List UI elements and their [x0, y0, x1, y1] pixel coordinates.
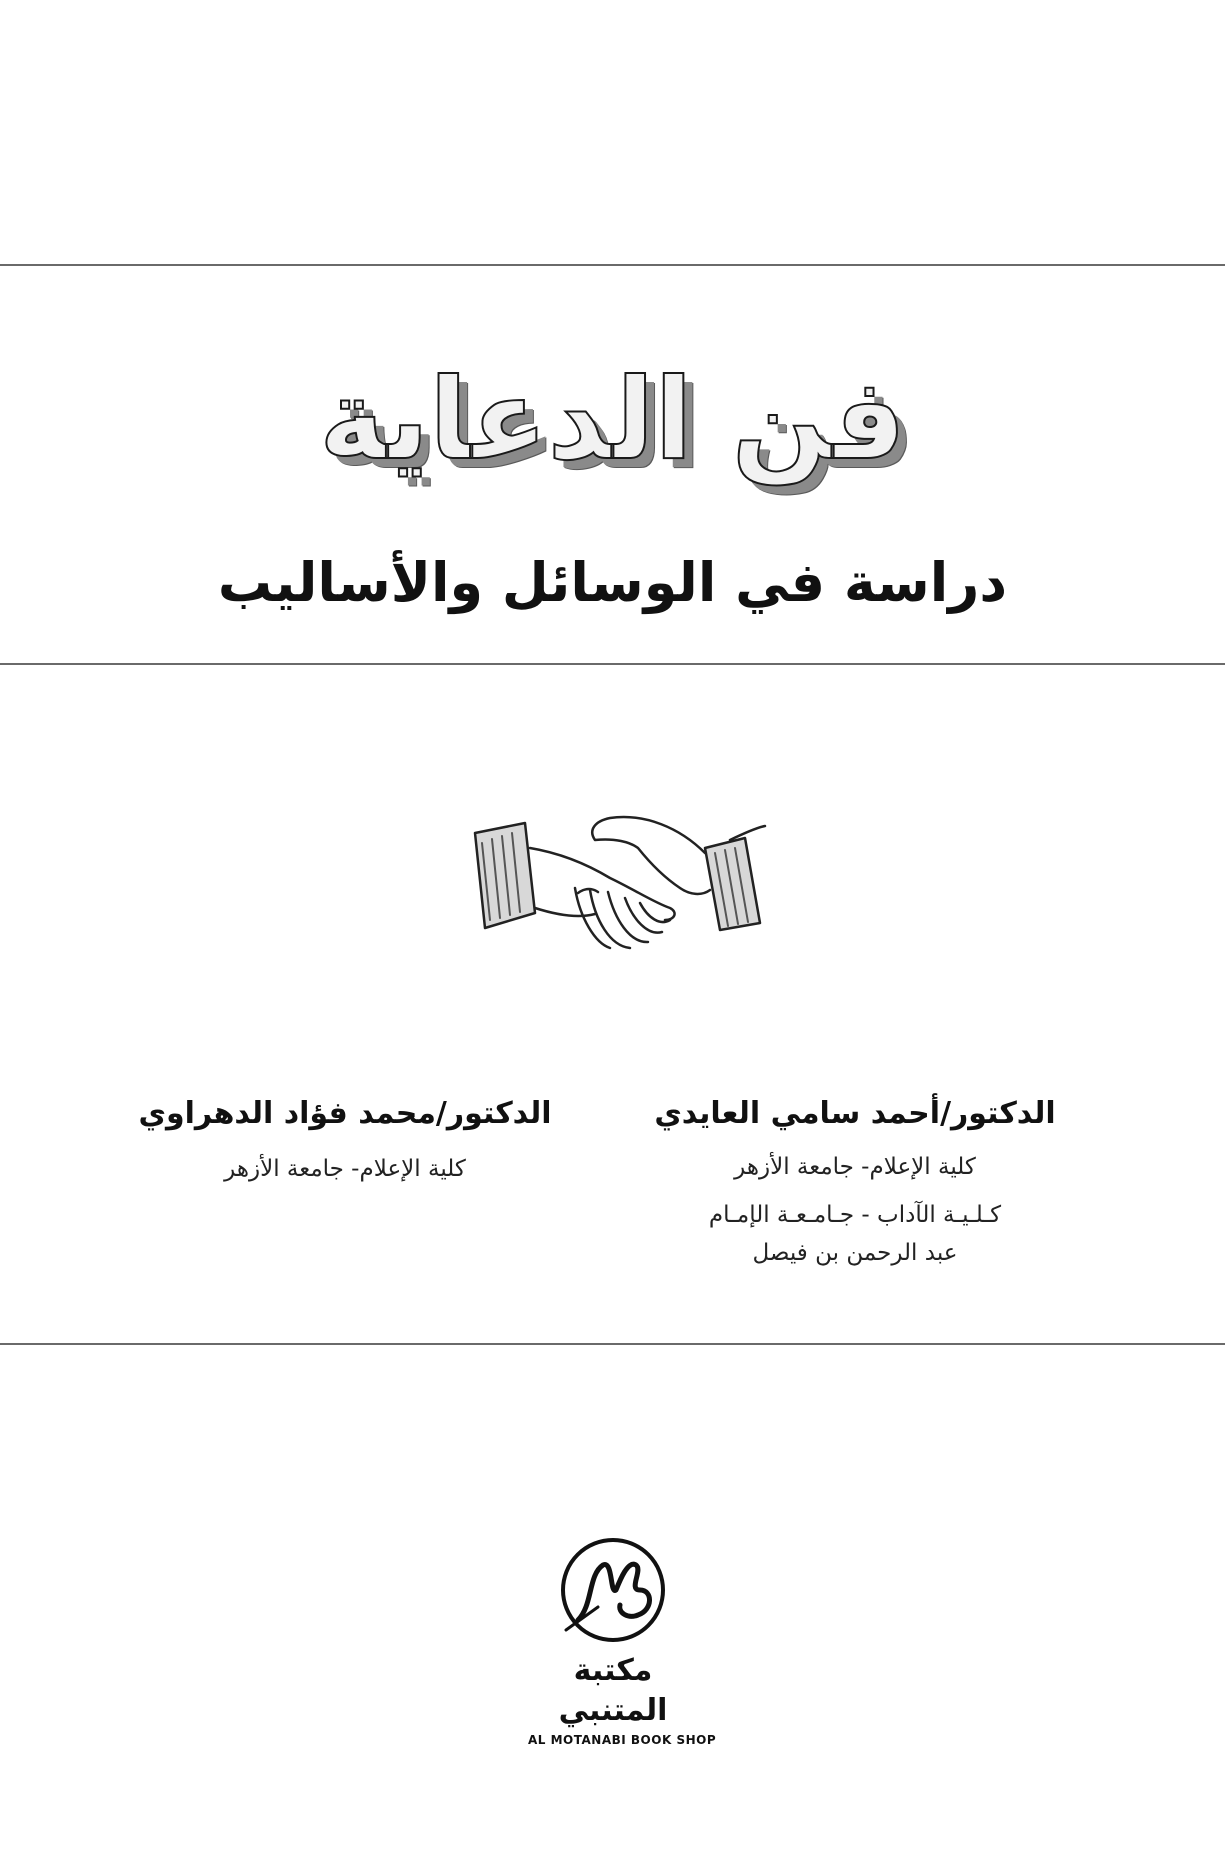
top-divider	[0, 264, 1225, 266]
publisher-name-arabic: مكتبة المتنبي	[558, 1653, 668, 1728]
publisher-logo	[528, 1535, 717, 1749]
handshake-icon	[470, 808, 770, 968]
author-1-affiliation-3: عبد الرحمن بن فيصل	[752, 1240, 958, 1266]
author-1-name: الدكتور/أحمد سامي العايدي	[654, 1096, 1056, 1131]
bottom-divider	[0, 1343, 1225, 1345]
author-2	[130, 1092, 560, 1188]
author-1-affiliation: كلية الإعلام- جامعة الأزهر	[734, 1154, 976, 1180]
mb-logo-icon	[558, 1535, 668, 1645]
author-2-affiliation: كلية الإعلام- جامعة الأزهر	[224, 1156, 466, 1182]
book-title: فن الدعاية	[319, 355, 906, 485]
publisher-name-english: AL MOTANABI BOOK SHOP	[528, 1733, 717, 1747]
middle-divider	[0, 663, 1225, 665]
author-2-name: الدكتور/محمد فؤاد الدهراوي	[138, 1096, 552, 1131]
author-1	[595, 1092, 1115, 1270]
author-1-affiliation-2: كـلـيـة الآداب - جـامـعـة الإمـام	[708, 1202, 1002, 1228]
book-subtitle: دراسة في الوسائل والأساليب	[217, 551, 1008, 614]
